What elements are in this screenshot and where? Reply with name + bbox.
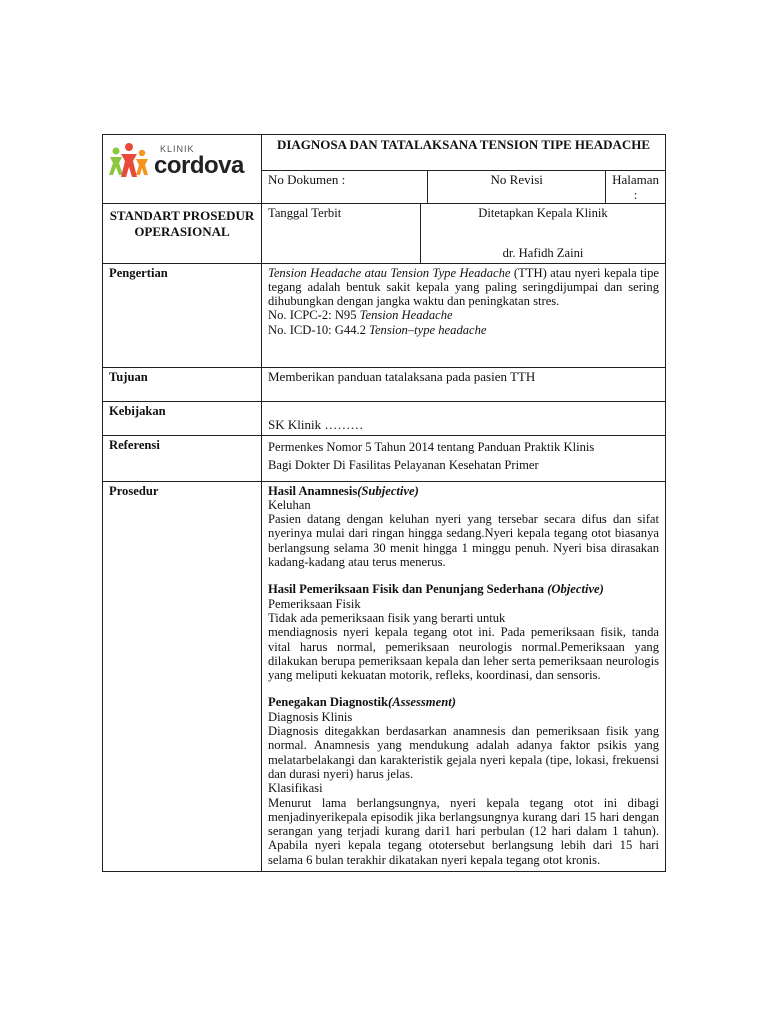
- referensi-line-1: Permenkes Nomor 5 Tahun 2014 tentang Panduan Praktik Klinis: [268, 439, 595, 454]
- clinic-logo: [107, 141, 257, 181]
- diagnostik-heading: Penegakan Diagnostik: [268, 695, 389, 710]
- sop-label: STANDART PROSEDUR OPERASIONAL: [103, 204, 262, 264]
- icpc-term: Tension Headache: [359, 308, 453, 323]
- prosedur-content: [262, 481, 666, 871]
- icd-prefix: No. ICD-10: G44.2: [268, 322, 370, 337]
- family-figures-icon: [107, 141, 151, 181]
- pengertian-text: (TTH) atau nyeri kepala tipe tegang adalah bentuk sakit kepala yang paling seringdijumpai dan sering dihubungkan dengan jangka waktu dan peningkatan stres.: [268, 265, 659, 309]
- kebijakan-text: SK Klinik ………: [268, 417, 364, 433]
- keluhan-text: Pasien datang dengan keluhan nyeri yang tersebar secara difus dan sifat nyerinya mulai dari ringan hingga sedang.Nyeri kepala tegang otot biasanya berlangsung selama 30 menit hingga 1 minggu penuh. Nyeri bisa dirasakan kadang-kadang atau terus menerus.: [268, 512, 659, 570]
- klasifikasi-subheading: Klasifikasi: [268, 781, 323, 796]
- icpc-prefix: No. ICPC-2: N95: [268, 308, 360, 323]
- pemeriksaan-text: mendiagnosis nyeri kepala tegang otot ini. Pada pemeriksaan fisik, tanda vital harus normal, pemeriksaan neurologis normal.Pemeriksaan yang dilakukan berupa pemeriksaan kepala dan leher serta pemeriksaan neurologis yang meliputi kekuatan motorik, refleks, koordinasi, dan sensoris.: [268, 625, 659, 683]
- pengertian-label: Pengertian: [103, 263, 262, 367]
- prosedur-label: Prosedur: [103, 481, 262, 871]
- objective-tag: (Objective): [547, 582, 604, 597]
- logo-klinik-text: KLINIK: [160, 144, 195, 154]
- referensi-cell: [262, 435, 666, 481]
- assessment-tag: (Assessment): [388, 695, 456, 710]
- diagnosis-text: Diagnosis ditegakkan berdasarkan anamnesis dan pemeriksaan fisik yang normal. Anamnesis yang mendukung adalah adanya faktor psikis yang melatarbelakangi dan karakteristik gejala nyeri kepala (tipe, lokasi, frekuensi dan durasi nyeri) harus jelas.: [268, 724, 659, 781]
- klasifikasi-text: Menurut lama berlangsungnya, nyeri kepala tegang otot ini dibagi menjadinyerikepala episodik jika berlangsungnya kurang dari 15 hari dengan serangan yang terjadi kurang dari1 hari perbulan (12 hari dalam 1 tahun). Apabila nyeri kepala tegang ototersebut berlangsung lebih dari 15 hari selama 6 bulan terakhir dikatakan nyeri kepala tegang otot kronis.: [268, 795, 659, 867]
- kebijakan-cell: [262, 401, 666, 435]
- signatory-name: dr. Hafidh Zaini: [502, 246, 584, 261]
- tujuan-text: Memberikan panduan tatalaksana pada pasien TTH: [262, 367, 666, 401]
- tujuan-label: Tujuan: [103, 367, 262, 401]
- kebijakan-label: Kebijakan: [103, 401, 262, 435]
- pengertian-content: [262, 263, 666, 367]
- ditetapkan-cell: [421, 204, 666, 264]
- anamnesis-heading: Hasil Anamnesis: [268, 483, 358, 498]
- sop-document-table: [102, 134, 666, 872]
- no-revisi: No Revisi: [428, 171, 606, 204]
- diagnosis-klinis-subheading: Diagnosis Klinis: [268, 709, 353, 724]
- no-dokumen: No Dokumen :: [262, 171, 428, 204]
- referensi-line-2: Bagi Dokter Di Fasilitas Pelayanan Kesehatan Primer: [268, 457, 539, 472]
- subjective-tag: (Subjective): [357, 483, 419, 498]
- logo-cordova-text: cordova: [154, 152, 244, 179]
- pengertian-term: Tension Headache atau Tension Type Headache: [268, 265, 511, 280]
- pemeriksaan-heading: Hasil Pemeriksaan Fisik dan Penunjang Sederhana: [268, 582, 548, 597]
- ditetapkan-label: Ditetapkan Kepala Klinik: [478, 206, 608, 220]
- halaman: Halaman :: [612, 172, 659, 202]
- document-title: [262, 135, 666, 204]
- pemeriksaan-line-1: Tidak ada pemeriksaan fisik yang berarti untuk: [268, 610, 506, 625]
- referensi-label: Referensi: [103, 435, 262, 481]
- icd-term: Tension–type headache: [369, 322, 487, 337]
- pemeriksaan-fisik-subheading: Pemeriksaan Fisik: [268, 596, 361, 611]
- tanggal-terbit: Tanggal Terbit: [262, 204, 421, 264]
- keluhan-subheading: Keluhan: [268, 497, 311, 512]
- title-text: DIAGNOSA DAN TATALAKSANA TENSION TIPE HEADACHE: [276, 137, 651, 152]
- logo-cell: [103, 135, 262, 204]
